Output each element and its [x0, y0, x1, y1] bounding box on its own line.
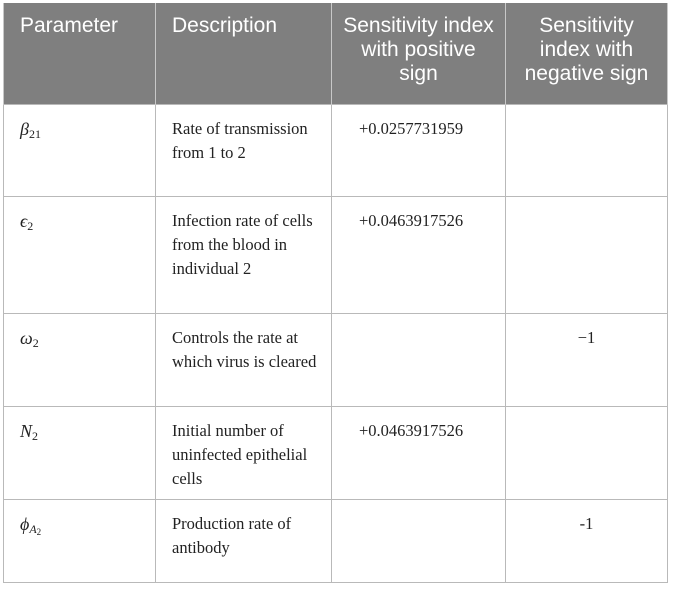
parameter-sub-subscript: 2	[36, 526, 42, 537]
parameter-symbol	[20, 421, 38, 441]
parameter-base: ϵ	[20, 210, 28, 231]
positive-index-cell: +0.0257731959	[332, 104, 506, 196]
parameter-cell	[4, 313, 156, 406]
parameter-subscript	[29, 522, 41, 536]
header-negative-sign: Sensitivity index with negative sign	[506, 3, 668, 104]
parameter-cell	[4, 406, 156, 499]
negative-index-cell	[506, 104, 668, 196]
table-body	[4, 104, 668, 582]
parameter-subscript: 2	[27, 218, 34, 233]
parameter-subscript: 2	[32, 428, 39, 443]
parameter-symbol	[20, 211, 33, 231]
header-positive-sign: Sensitivity index with positive sign	[332, 3, 506, 104]
parameter-cell	[4, 196, 156, 313]
parameter-subscript: 21	[28, 126, 41, 141]
positive-index-cell: +0.0463917526	[332, 196, 506, 313]
parameter-subscript-letter: A	[29, 521, 37, 536]
sensitivity-table-container	[3, 3, 667, 583]
parameter-base: N	[20, 420, 33, 441]
table-row	[4, 406, 668, 499]
header-description: Description	[156, 3, 332, 104]
negative-index-cell	[506, 196, 668, 313]
parameter-cell	[4, 499, 156, 582]
table-row	[4, 313, 668, 406]
description-cell: Infection rate of cells from the blood in individual 2	[156, 196, 332, 313]
negative-index-cell: -1	[506, 499, 668, 582]
description-cell: Initial number of uninfected epithelial cells	[156, 406, 332, 499]
table-row	[4, 499, 668, 582]
description-cell: Rate of transmission from 1 to 2	[156, 104, 332, 196]
header-parameter: Parameter	[4, 3, 156, 104]
header-row	[4, 3, 668, 104]
negative-index-cell: −1	[506, 313, 668, 406]
table-row	[4, 196, 668, 313]
table-header	[4, 3, 668, 104]
description-cell: Production rate of antibody	[156, 499, 332, 582]
sensitivity-table	[3, 3, 668, 583]
negative-index-cell	[506, 406, 668, 499]
positive-index-cell: +0.0463917526	[332, 406, 506, 499]
parameter-base: ω	[20, 327, 33, 348]
parameter-symbol	[20, 513, 42, 537]
parameter-symbol	[20, 119, 41, 139]
parameter-symbol	[20, 328, 39, 348]
positive-index-cell	[332, 313, 506, 406]
parameter-base: β	[20, 118, 29, 139]
parameter-subscript: 2	[32, 335, 39, 350]
positive-index-cell	[332, 499, 506, 582]
parameter-cell	[4, 104, 156, 196]
description-cell: Controls the rate at which virus is cleared	[156, 313, 332, 406]
parameter-base: ϕ	[20, 513, 30, 534]
table-row	[4, 104, 668, 196]
